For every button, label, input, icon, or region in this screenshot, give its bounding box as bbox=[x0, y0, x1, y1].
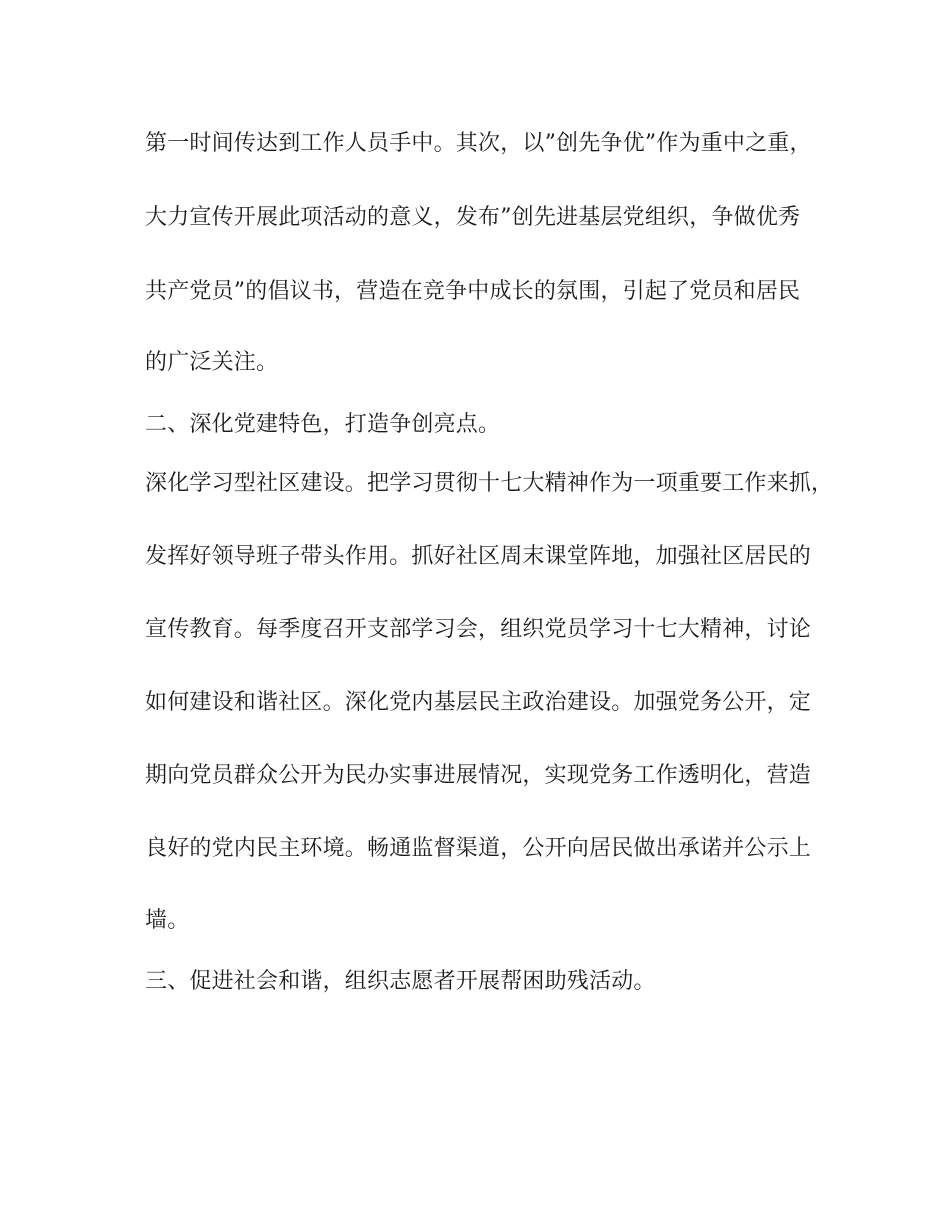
paragraph-line-11: 墙。 bbox=[145, 908, 190, 933]
paragraph-line-10: 良好的党内民主环境。畅通监督渠道，公开向居民做出承诺并公示上 bbox=[145, 836, 812, 861]
paragraph-line-3: 共产党员”的倡议书，营造在竞争中成长的氛围，引起了党员和居民 bbox=[145, 279, 801, 304]
paragraph-line-7: 宣传教育。每季度召开支部学习会，组织党员学习十七大精神，讨论 bbox=[145, 617, 812, 642]
paragraph-line-8: 如何建设和谐社区。深化党内基层民主政治建设。加强党务公开，定 bbox=[145, 690, 812, 715]
paragraph-line-4: 的广泛关注。 bbox=[145, 350, 279, 375]
paragraph-line-5: 深化学习型社区建设。把学习贯彻十七大精神作为一项重要工作来抓， bbox=[145, 471, 834, 496]
paragraph-line-2: 大力宣传开展此项活动的意义，发布”创先进基层党组织，争做优秀 bbox=[145, 205, 801, 230]
paragraph-line-6: 发挥好领导班子带头作用。抓好社区周末课堂阵地，加强社区居民的 bbox=[145, 544, 812, 569]
paragraph-line-1: 第一时间传达到工作人员手中。其次，以”创先争优”作为重中之重， bbox=[145, 131, 812, 156]
paragraph-line-9: 期向党员群众公开为民办实事进展情况，实现党务工作透明化，营造 bbox=[145, 763, 812, 788]
section-heading-2: 二、深化党建特色，打造争创亮点。 bbox=[145, 412, 501, 437]
section-heading-3: 三、促进社会和谐，组织志愿者开展帮困助残活动。 bbox=[145, 969, 656, 994]
